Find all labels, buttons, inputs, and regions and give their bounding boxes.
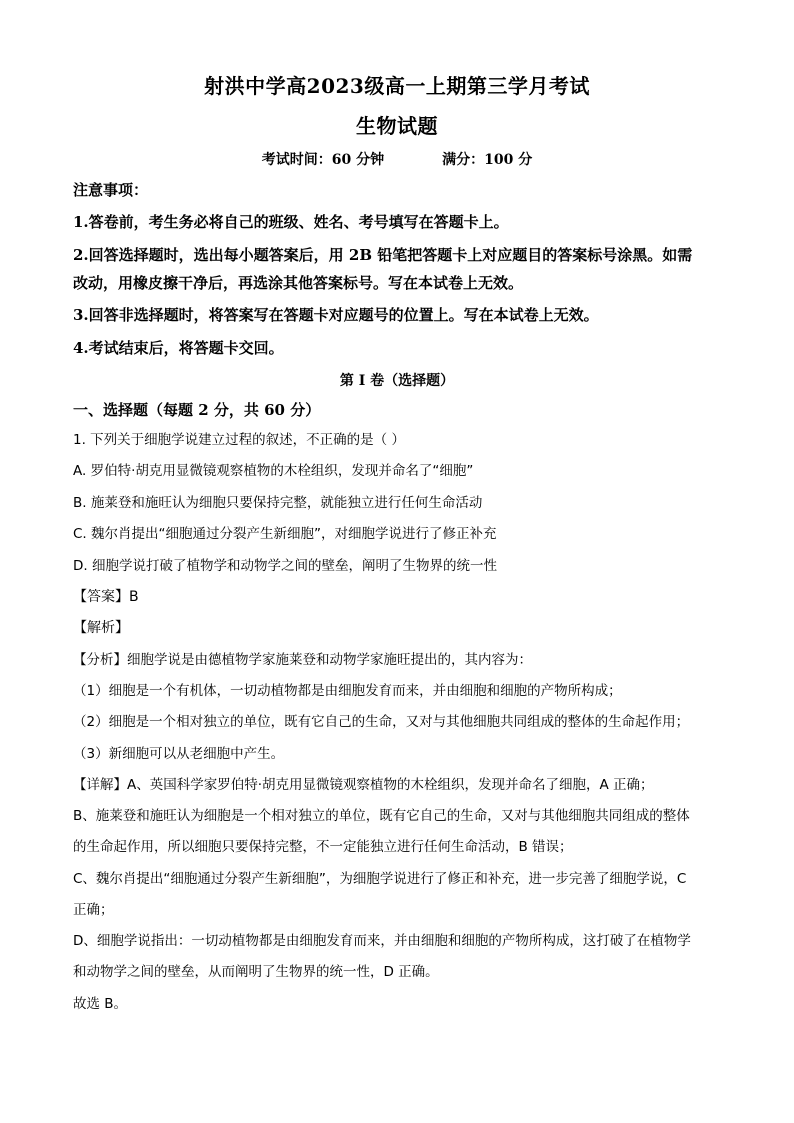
explain-line: D、细胞学说指出：一切动植物都是由细胞发育而来，并由细胞和细胞的产物所构成，这打破了在植物学 xyxy=(73,933,691,949)
note-item: 3.回答非选择题时，将答案写在答题卡对应题号的位置上。写在本试卷上无效。 xyxy=(73,306,599,324)
exam-title: 射洪中学高2023级高一上期第三学月考试 xyxy=(204,74,590,98)
explain-line: 正确； xyxy=(73,902,114,918)
explain-line: 和动物学之间的壁垒，从而阐明了生物界的统一性，D 正确。 xyxy=(73,964,439,980)
section-heading: 一、选择题（每题 2 分，共 60 分） xyxy=(73,401,321,419)
subject-title: 生物试题 xyxy=(356,114,438,138)
option-a: A. 罗伯特·胡克用显微镜观察植物的木栓组织，发现并命名了“细胞” xyxy=(73,463,474,479)
explain-line: （1）细胞是一个有机体，一切动植物都是由细胞发育而来，并由细胞和细胞的产物所构成； xyxy=(73,683,622,699)
answer-value: B xyxy=(129,589,139,605)
explain-line: C、魏尔肖提出“细胞通过分裂产生新细胞”，为细胞学说进行了修正和补充，进一步完善了细胞学说，C xyxy=(73,871,687,887)
part-heading: 第 I 卷（选择题） xyxy=(339,373,455,389)
note-item: 改动，用橡皮擦干净后，再选涂其他答案标号。写在本试卷上无效。 xyxy=(73,274,524,292)
option-c: C. 魏尔肖提出“细胞通过分裂产生新细胞”，对细胞学说进行了修正补充 xyxy=(73,526,497,542)
explain-line: （2）细胞是一个相对独立的单位，既有它自己的生命，又对与其他细胞共同组成的整体的生命起作用； xyxy=(73,714,690,730)
note-item: 1.答卷前，考生务必将自己的班级、姓名、考号填写在答题卡上。 xyxy=(73,213,509,231)
explain-line: 【详解】A、英国科学家罗伯特·胡克用显微镜观察植物的木栓组织，发现并命名了细胞，A 正确； xyxy=(73,777,654,793)
analysis-label: 【解析】 xyxy=(73,620,129,636)
exam-meta xyxy=(0,149,794,169)
note-item: 4.考试结束后，将答题卡交回。 xyxy=(73,339,284,357)
option-b: B. 施莱登和施旺认为细胞只要保持完整，就能独立进行任何生命活动 xyxy=(73,495,483,511)
explain-line: B、施莱登和施旺认为细胞是一个相对独立的单位，既有它自己的生命，又对与其他细胞共同组成的整体 xyxy=(73,808,690,824)
question-stem: 1. 下列关于细胞学说建立过程的叙述，不正确的是（ ） xyxy=(73,432,405,448)
answer-line xyxy=(73,587,139,607)
explain-line: （3）新细胞可以从老细胞中产生。 xyxy=(73,746,285,762)
exam-score: 满分：100 分 xyxy=(442,152,533,168)
option-d: D. 细胞学说打破了植物学和动物学之间的壁垒，阐明了生物界的统一性 xyxy=(73,558,497,574)
explain-line: 的生命起作用，所以细胞只要保持完整，不一定能独立进行任何生命活动，B 错误； xyxy=(73,839,573,855)
answer-label: 【答案】 xyxy=(73,589,129,605)
explain-line: 故选 B。 xyxy=(73,996,128,1012)
exam-time: 考试时间：60 分钟 xyxy=(261,152,385,168)
notes-heading: 注意事项： xyxy=(73,181,149,199)
explain-line: 【分析】细胞学说是由德植物学家施莱登和动物学家施旺提出的，其内容为： xyxy=(73,652,532,668)
note-item: 2.回答选择题时，选出每小题答案后，用 2B 铅笔把答题卡上对应题目的答案标号涂黑。如需 xyxy=(73,246,693,264)
